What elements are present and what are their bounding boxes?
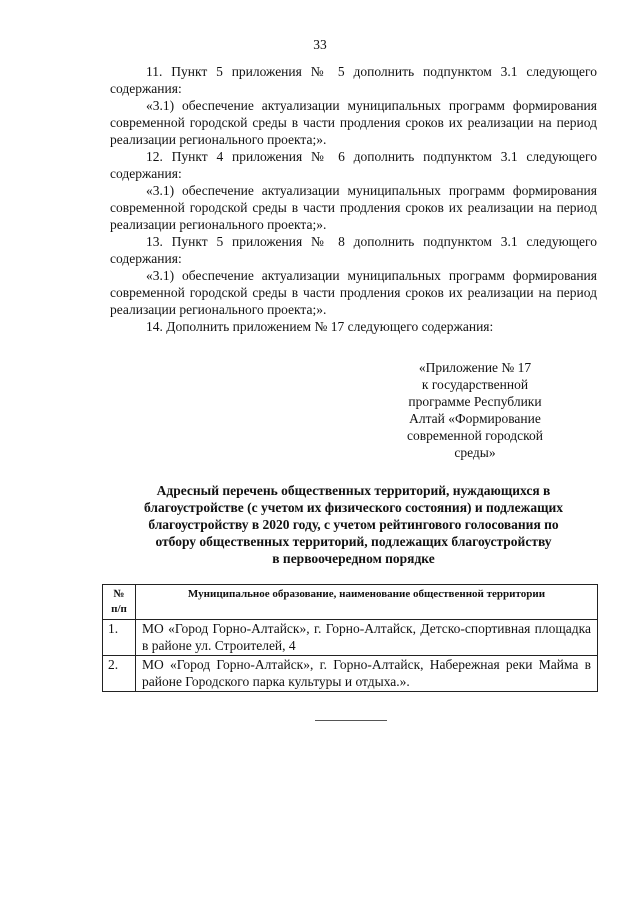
appendix-line: среды» (454, 445, 496, 460)
paragraph: «3.1) обеспечение актуализации муниципальных программ формирования современной городской среды в части продления сроков их реализации на период реализации регионального проекта;». (110, 98, 597, 147)
page-number: 33 (313, 37, 327, 52)
column-header-name: Муниципальное образование, наименование общественной территории (136, 585, 598, 620)
title-line: в первоочередном порядке (272, 551, 435, 566)
title-line: отбору общественных территорий, подлежащих благоустройству (155, 534, 552, 549)
paragraph: «3.1) обеспечение актуализации муниципальных программ формирования современной городской среды в части продления сроков их реализации на период реализации регионального проекта;». (110, 268, 597, 317)
header-num-abbr: п/п (111, 603, 127, 615)
paragraph: 14. Дополнить приложением № 17 следующего содержания: (146, 319, 494, 334)
paragraph: 12. Пункт 4 приложения № 6 дополнить подпунктом 3.1 следующего содержания: (110, 149, 597, 181)
appendix-line: к государственной (421, 377, 529, 392)
table-row (103, 620, 598, 656)
row-number: 1. (103, 620, 136, 656)
appendix-line: современной городской (407, 428, 543, 443)
title-line: Адресный перечень общественных территорий, нуждающихся в (156, 483, 551, 498)
territory-name: МО «Город Горно-Алтайск», г. Горно-Алтайск, Набережная реки Майма в районе Городского парка культуры и отдыха.». (136, 656, 598, 692)
header-num-symbol: № (113, 588, 125, 600)
appendix-line: программе Республики (408, 394, 542, 409)
row-number: 2. (103, 656, 136, 692)
appendix-header (388, 359, 562, 461)
appendix-line: «Приложение № 17 (418, 360, 532, 375)
table-header-row (103, 585, 598, 620)
table-row (103, 656, 598, 692)
list-title (110, 482, 597, 567)
title-line: благоустройстве (с учетом их физического состояния) и подлежащих (143, 500, 564, 515)
appendix-line: Алтай «Формирование (409, 411, 541, 426)
territory-table (102, 584, 598, 692)
amendment-text (110, 63, 597, 335)
title-line: благоустройству в 2020 году, с учетом рейтингового голосования по (148, 517, 559, 532)
column-header-number (103, 585, 136, 620)
paragraph: 13. Пункт 5 приложения № 8 дополнить подпунктом 3.1 следующего содержания: (110, 234, 597, 266)
paragraph: «3.1) обеспечение актуализации муниципальных программ формирования современной городской среды в части продления сроков их реализации на период реализации регионального проекта;». (110, 183, 597, 232)
closing-divider (315, 720, 387, 721)
paragraph: 11. Пункт 5 приложения № 5 дополнить подпунктом 3.1 следующего содержания: (110, 64, 597, 96)
territory-name: МО «Город Горно-Алтайск», г. Горно-Алтайск, Детско-спортивная площадка в районе ул. Строителей, 4 (136, 620, 598, 656)
